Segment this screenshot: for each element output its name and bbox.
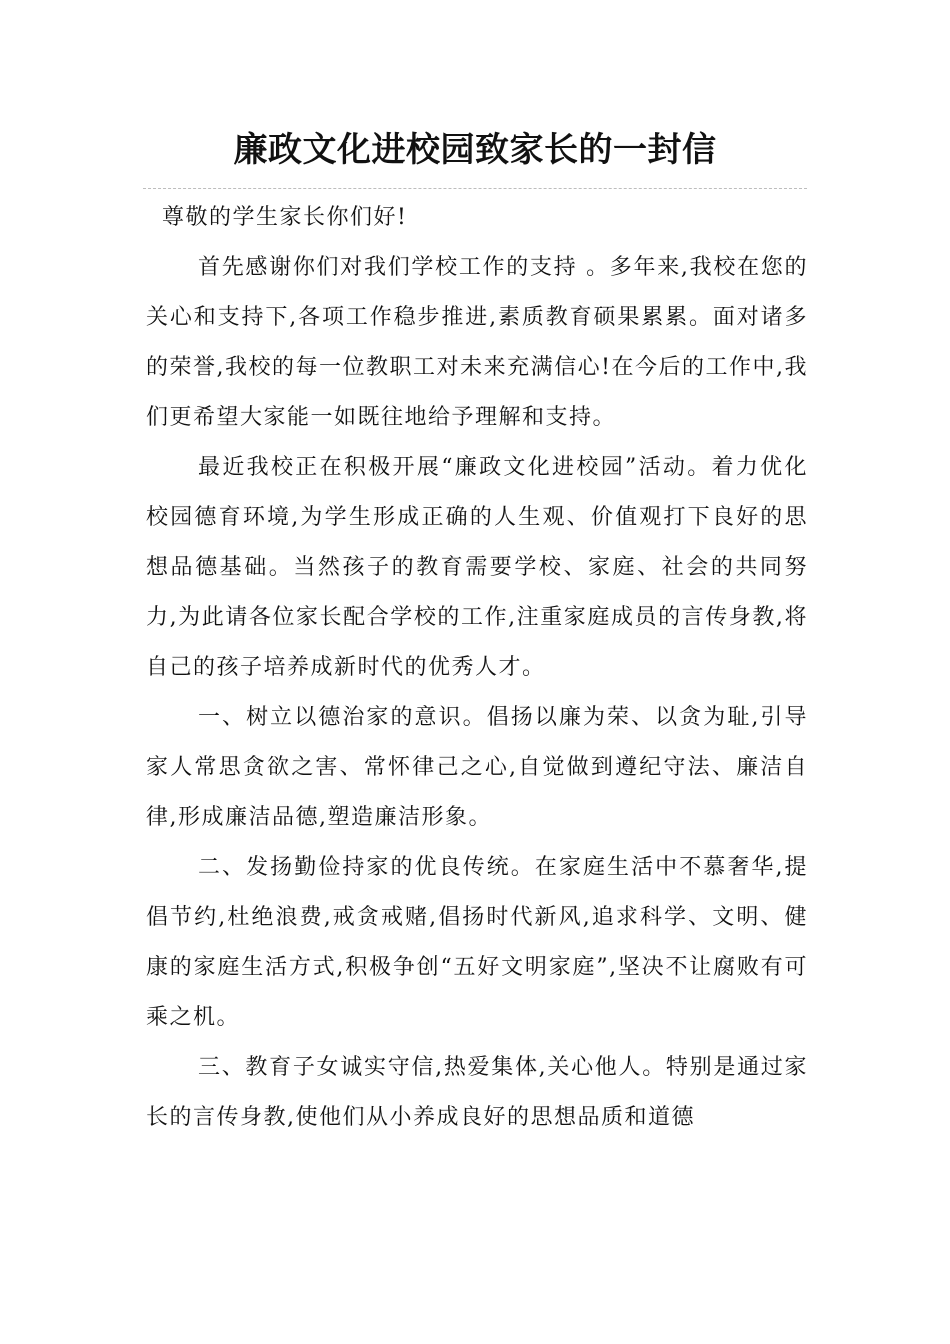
letter-body: [146, 193, 808, 1143]
document-title: 廉政文化进校园致家长的一封信: [233, 130, 717, 170]
paragraph-intro: 首先感谢你们对我们学校工作的支持 。多年来,我校在您的关心和支持下,各项工作稳步推进,素质教育硕果累累。面对诸多的荣誉,我校的每一位教职工对未来充满信心!在今后的工作中,我们更希望大家能一如既往地给予理解和支持。: [146, 255, 808, 430]
paragraph-point-1: 一、树立以德治家的意识。倡扬以廉为荣、以贪为耻,引导家人常思贪欲之害、常怀律己之心,自觉做到遵纪守法、廉洁自律,形成廉洁品德,塑造廉洁形象。: [146, 705, 808, 830]
salutation: 尊敬的学生家长你们好!: [162, 205, 408, 230]
title-divider: [143, 188, 807, 189]
paragraph-point-3: 三、教育子女诚实守信,热爱集体,关心他人。特别是通过家长的言传身教,使他们从小养成良好的思想品质和道德: [146, 1055, 808, 1130]
paragraph-point-2: 二、发扬勤俭持家的优良传统。在家庭生活中不慕奢华,提倡节约,杜绝浪费,戒贪戒赌,倡扬时代新风,追求科学、文明、健康的家庭生活方式,积极争创“五好文明家庭”,坚决不让腐败有可乘之机。: [146, 855, 808, 1030]
paragraph-activity: 最近我校正在积极开展“廉政文化进校园”活动。着力优化校园德育环境,为学生形成正确的人生观、价值观打下良好的思想品德基础。当然孩子的教育需要学校、家庭、社会的共同努力,为此请各位家长配合学校的工作,注重家庭成员的言传身教,将自己的孩子培养成新时代的优秀人才。: [146, 455, 808, 680]
